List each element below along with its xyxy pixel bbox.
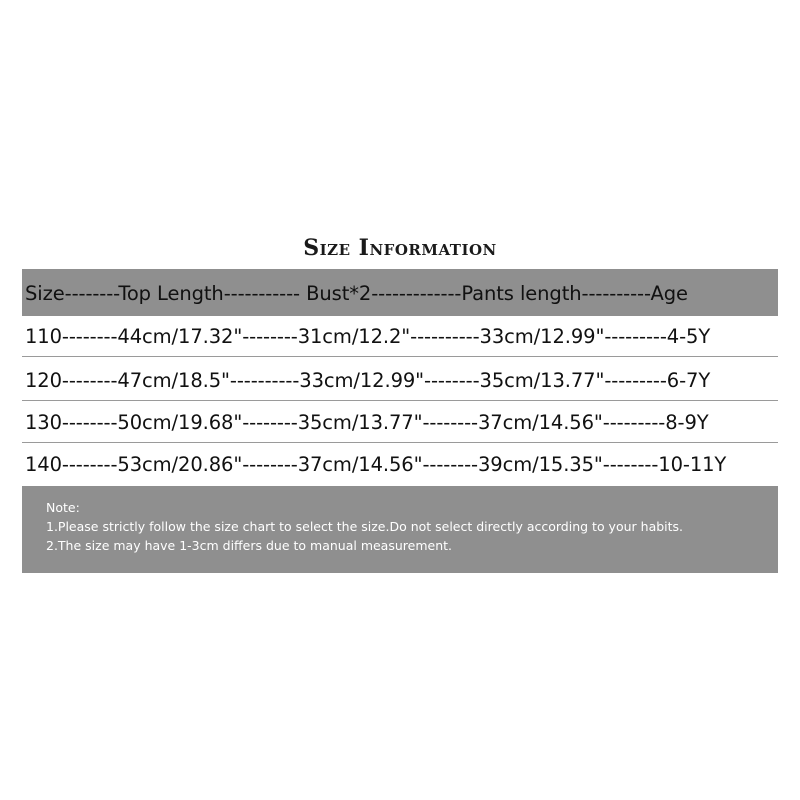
note-box (22, 486, 778, 573)
table-row-text: 140--------53cm/20.86"--------37cm/14.56"--------39cm/15.35"--------10-11Y (25, 453, 727, 476)
table-row (22, 402, 778, 443)
table-row (22, 360, 778, 401)
note-line: 2.The size may have 1-3cm differs due to manual measurement. (46, 538, 452, 553)
table-header-text: Size--------Top Length----------- Bust*2-------------Pants length----------Age (25, 282, 688, 305)
note-heading: Note: (46, 500, 80, 515)
table-row-text: 110--------44cm/17.32"--------31cm/12.2"----------33cm/12.99"---------4-5Y (25, 325, 711, 348)
table-row (22, 444, 778, 485)
page-title: Size Information (303, 235, 497, 261)
table-row (22, 316, 778, 357)
table-row-text: 120--------47cm/18.5"----------33cm/12.99"--------35cm/13.77"---------6-7Y (25, 369, 711, 392)
table-row-text: 130--------50cm/19.68"--------35cm/13.77"--------37cm/14.56"---------8-9Y (25, 411, 709, 434)
table-header (22, 269, 778, 316)
note-line: 1.Please strictly follow the size chart to select the size.Do not select directly according to your habits. (46, 519, 684, 534)
